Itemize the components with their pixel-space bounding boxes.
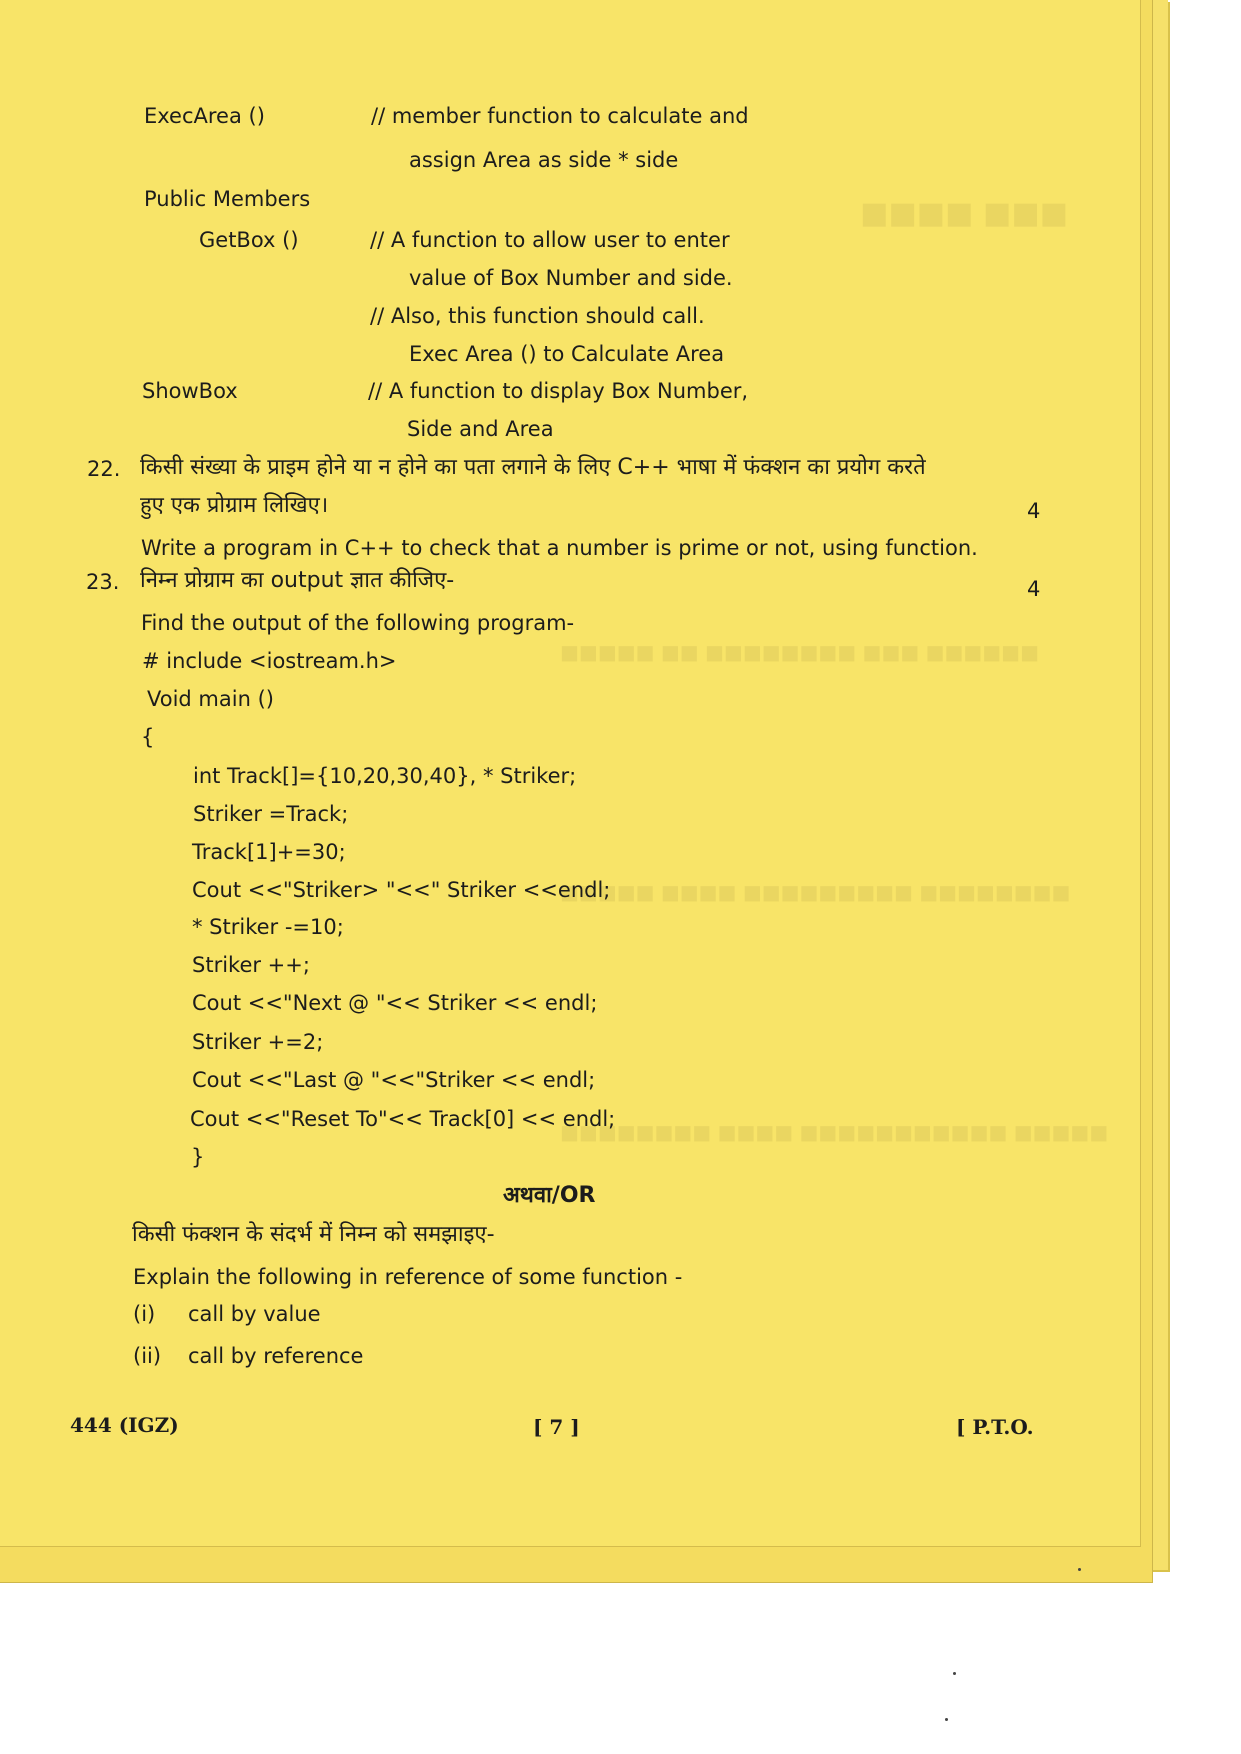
question-number: 22.	[87, 457, 121, 481]
code-line: Striker =Track;	[193, 802, 349, 826]
list-item-number: (i)	[133, 1302, 156, 1326]
bleed-through-mark: ■■■ ■■■■	[860, 196, 1068, 231]
code-line: ExecArea ()	[144, 104, 265, 128]
section-label: Public Members	[144, 187, 311, 211]
code-comment: assign Area as side * side	[409, 148, 679, 172]
code-line: Cout <<"Last @ "<<"Striker << endl;	[192, 1068, 596, 1092]
bleed-through-mark: ■■■■■ ■■■■■■■■■■■ ■■■■ ■■■■■■■■	[560, 1120, 1109, 1144]
speck	[945, 1718, 948, 1721]
question-marks: 4	[1027, 499, 1041, 523]
question-marks: 4	[1027, 577, 1041, 601]
bleed-through-mark: ■■■■■■■■ ■■■■■■■■■ ■■■■ ■■■■■	[560, 880, 1071, 904]
page-number: [ 7 ]	[533, 1415, 580, 1439]
or-label: अथवा/OR	[503, 1183, 596, 1208]
question-hindi: किसी संख्या के प्राइम होने या न होने का पता लगाने के लिए C++ भाषा में फंक्शन का प्रयोग करते	[140, 455, 926, 480]
question-english: Find the output of the following program-	[141, 611, 575, 635]
code-line: * Striker -=10;	[192, 915, 344, 939]
question-english: Explain the following in reference of some function -	[133, 1265, 683, 1289]
code-line: Track[1]+=30;	[192, 840, 346, 864]
code-comment: Exec Area () to Calculate Area	[409, 342, 725, 366]
question-hindi: किसी फंक्शन के संदर्भ में निम्न को समझाइए-	[132, 1222, 495, 1247]
code-comment: // A function to display Box Number,	[368, 379, 749, 403]
list-item: call by value	[188, 1302, 321, 1326]
code-line: ShowBox	[142, 379, 238, 403]
list-item: call by reference	[188, 1344, 364, 1368]
code-line: Void main ()	[147, 687, 274, 711]
footer-code: 444 (IGZ)	[70, 1413, 179, 1437]
question-number: 23.	[86, 570, 120, 594]
code-line: Cout <<"Next @ "<< Striker << endl;	[192, 991, 598, 1015]
list-item-number: (ii)	[133, 1344, 162, 1368]
speck	[1078, 1568, 1081, 1571]
code-line: {	[141, 725, 155, 749]
code-comment: // member function to calculate and	[371, 104, 749, 128]
code-line: GetBox ()	[199, 228, 299, 252]
code-line: Striker ++;	[192, 953, 310, 977]
code-comment: // A function to allow user to enter	[370, 228, 730, 252]
code-line: # include <iostream.h>	[142, 649, 397, 673]
code-comment: // Also, this function should call.	[370, 304, 705, 328]
bleed-through-mark: ■■■■■■ ■■■ ■■■■■■■■ ■■ ■■■■■	[560, 640, 1039, 664]
code-comment: value of Box Number and side.	[409, 266, 733, 290]
speck	[953, 1672, 956, 1675]
code-comment: Side and Area	[407, 417, 554, 441]
code-line: int Track[]={10,20,30,40}, * Striker;	[193, 764, 577, 788]
question-hindi: निम्न प्रोग्राम का output ज्ञात कीजिए-	[140, 568, 455, 593]
code-line: Cout <<"Striker> "<<" Striker <<endl;	[192, 878, 611, 902]
pto-label: [ P.T.O.	[956, 1415, 1034, 1439]
code-line: Cout <<"Reset To"<< Track[0] << endl;	[190, 1107, 616, 1131]
question-hindi: हुए एक प्रोग्राम लिखिए।	[140, 493, 329, 518]
code-line: Striker +=2;	[192, 1030, 324, 1054]
question-english: Write a program in C++ to check that a number is prime or not, using function.	[141, 536, 978, 560]
code-line: }	[191, 1145, 205, 1169]
